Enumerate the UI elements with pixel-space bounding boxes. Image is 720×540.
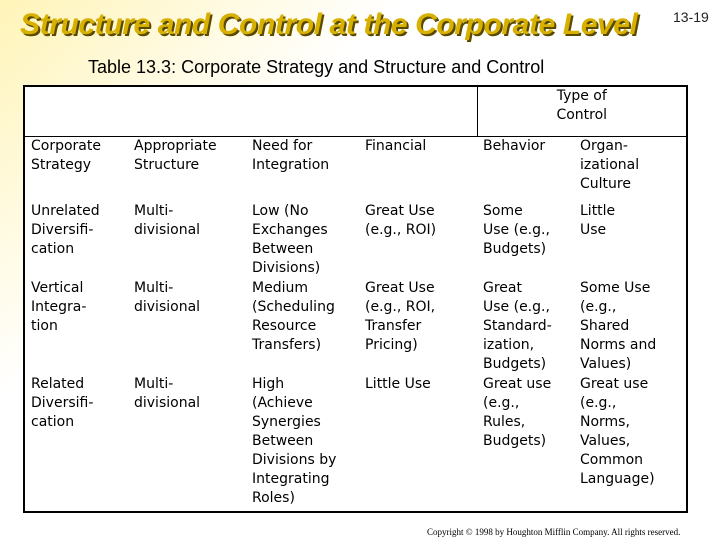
copyright-notice: Copyright © 1998 by Houghton Mifflin Company. All rights reserved. [427, 527, 681, 537]
table-cell: Great use (e.g., Norms, Values, Common Language) [580, 375, 655, 487]
table-cell: Great use (e.g., Rules, Budgets) [483, 375, 552, 449]
column-header: Need for Integration [252, 137, 330, 173]
strategy-control-table [23, 85, 688, 513]
table-cell: Medium (Scheduling Resource Transfers) [252, 279, 335, 353]
table-header-blank [24, 86, 477, 136]
slide-title: Structure and Control at the Corporate Level [20, 8, 638, 41]
table-cell: Related Diversifi- cation [31, 375, 94, 430]
table-cell: Low (No Exchanges Between Divisions) [252, 202, 328, 276]
table-cell: Great Use (e.g., ROI, Transfer Pricing) [365, 279, 436, 353]
column-header: Corporate Strategy [31, 137, 101, 173]
table-row [24, 375, 687, 512]
column-header: Organ- izational Culture [580, 137, 640, 192]
table-cell: Some Use (e.g., Shared Norms and Values) [580, 279, 657, 372]
table-row [24, 202, 687, 279]
table-cell: Vertical Integra- tion [31, 279, 87, 334]
table-cell: Little Use [580, 202, 616, 238]
table-caption: Table 13.3: Corporate Strategy and Structure and Control [88, 57, 545, 77]
table-cell: Great Use (e.g., Standard- ization, Budgets) [483, 279, 552, 372]
table-cell: Some Use (e.g., Budgets) [483, 202, 550, 257]
table-cell: Little Use [365, 375, 431, 392]
table-cell: Unrelated Diversifi- cation [31, 202, 100, 257]
table-cell: Multi- divisional [134, 375, 201, 411]
column-header: Behavior [483, 137, 546, 154]
table-cell: High (Achieve Synergies Between Divisions by Integrating Roles) [252, 375, 337, 506]
type-of-control-header: Type of Control [477, 86, 687, 136]
table-cell: Multi- divisional [134, 202, 201, 238]
slide-number: 13-19 [673, 9, 709, 25]
table-cell: Great Use (e.g., ROI) [365, 202, 437, 238]
column-header: Appropriate Structure [134, 137, 217, 173]
column-header: Financial [365, 137, 427, 154]
table-row [24, 279, 687, 375]
table-cell: Multi- divisional [134, 279, 201, 315]
